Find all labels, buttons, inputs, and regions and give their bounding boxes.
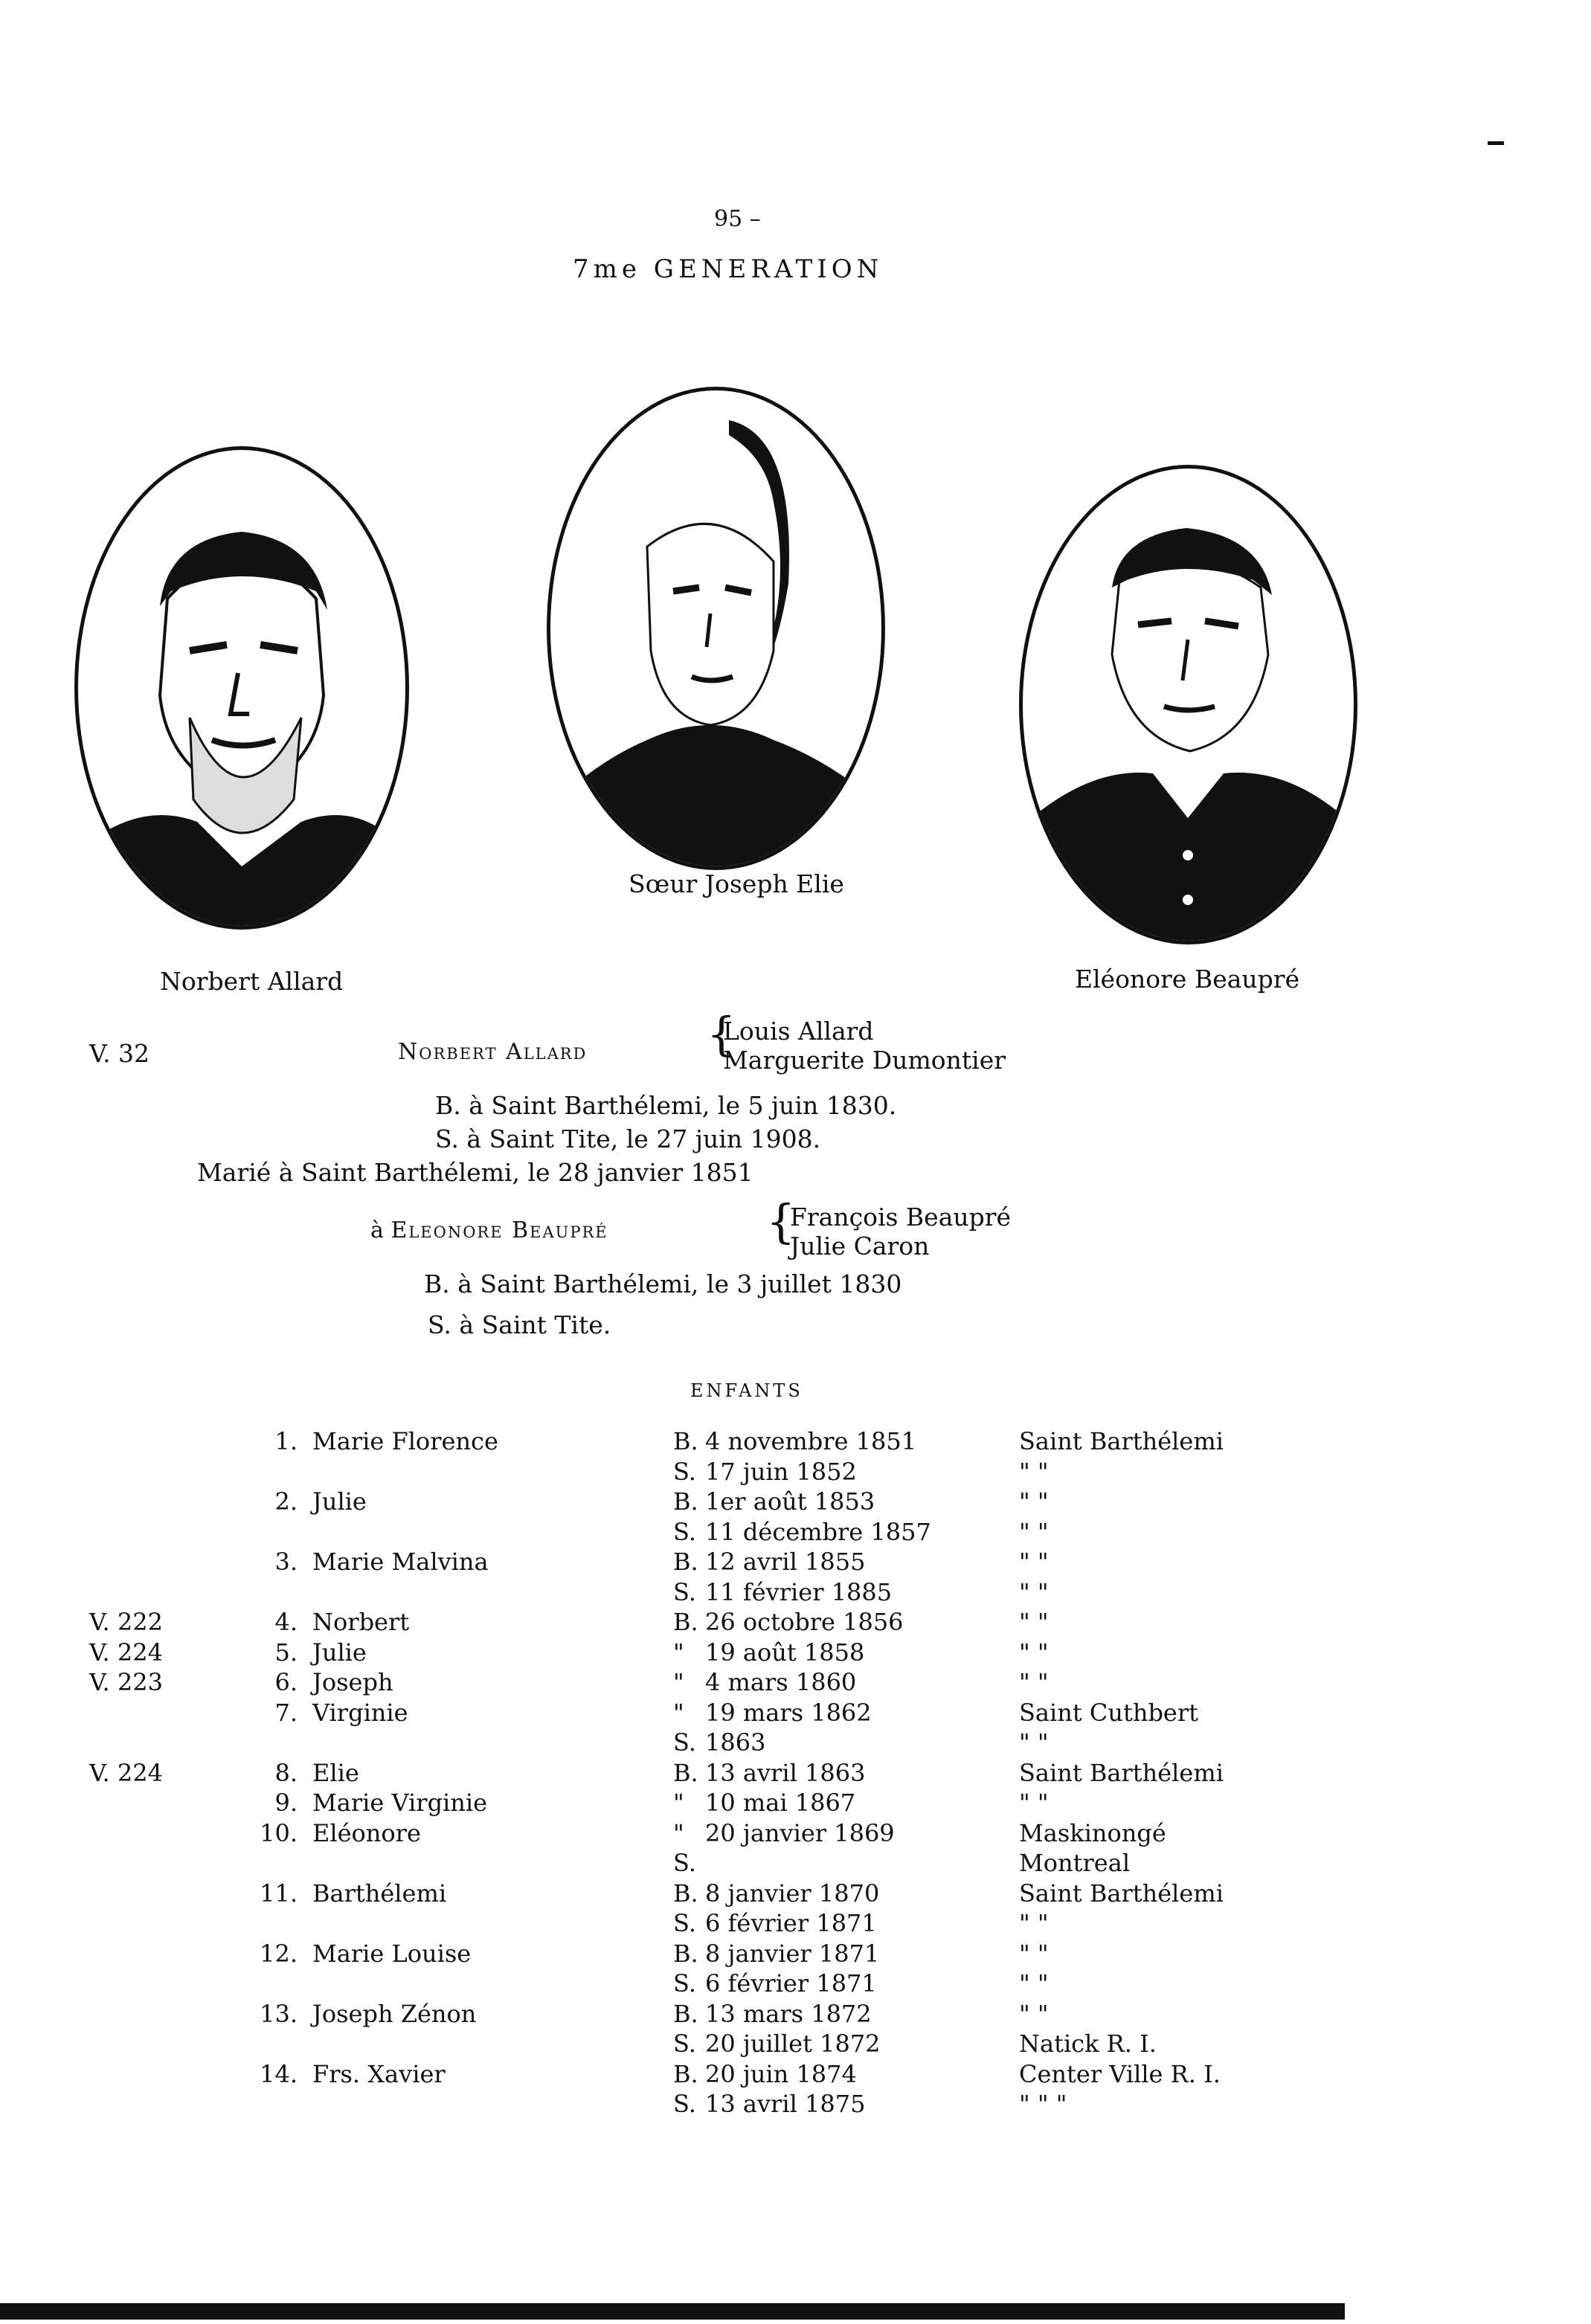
record-place: " " (1019, 1668, 1049, 1696)
scan-mark (1488, 141, 1504, 145)
record-code: " (673, 1699, 684, 1727)
child-number: 7. (274, 1699, 298, 1727)
record-place: " " (1019, 2000, 1049, 2028)
record-date: 10 mai 1867 (705, 1789, 856, 1817)
record-date: 20 janvier 1869 (705, 1819, 895, 1847)
wife-birth: B. à Saint Barthélemi, le 3 juillet 1830 (424, 1269, 902, 1298)
record-code: B. (673, 1608, 698, 1636)
husband-burial: S. à Saint Tite, le 27 juin 1908. (435, 1124, 821, 1153)
record-place: Saint Cuthbert (1019, 1699, 1199, 1727)
record-date: 1er août 1853 (705, 1487, 875, 1516)
record-code: S. (673, 1578, 696, 1606)
record-place: " " (1019, 1487, 1049, 1516)
record-code: B. (673, 1548, 698, 1576)
portrait-soeur-joseph-elie (547, 387, 885, 870)
page-number: 95 – (714, 206, 761, 232)
child-number: 14. (260, 2060, 298, 2088)
child-name: Marie Virginie (312, 1789, 488, 1817)
wife-burial: S. à Saint Tite. (428, 1310, 611, 1339)
portrait-norbert-allard (74, 446, 409, 930)
record-code: " (673, 1819, 684, 1847)
child-number: 2. (274, 1487, 298, 1516)
wife-parents (766, 1203, 1012, 1261)
record-date: 17 juin 1852 (705, 1458, 857, 1486)
generation-title: 7me GENERATION (573, 254, 884, 284)
record-place: " " (1019, 1969, 1049, 1998)
record-date: 13 mars 1872 (705, 2000, 872, 2028)
record-code: " (673, 1668, 684, 1696)
husband-parents-brace: { (707, 1007, 736, 1061)
child-name: Marie Louise (312, 1940, 472, 1968)
record-code: " (673, 1638, 684, 1667)
record-code: B. (673, 2060, 698, 2088)
child-name: Virginie (312, 1699, 408, 1727)
record-code: S. (673, 1909, 696, 1937)
husband-birth: B. à Saint Barthélemi, le 5 juin 1830. (435, 1091, 897, 1120)
record-place: Montreal (1019, 1849, 1131, 1877)
record-code: B. (673, 1879, 698, 1908)
husband-name: Norbert Allard (398, 1039, 588, 1065)
record-date: 8 janvier 1870 (705, 1879, 880, 1908)
child-number: 13. (260, 2000, 298, 2028)
record-date: 20 juillet 1872 (705, 2030, 881, 2058)
record-code: B. (673, 1427, 698, 1455)
record-date: 1863 (705, 1728, 766, 1757)
child-reference: V. 223 (89, 1668, 163, 1696)
portrait-nun-image (550, 390, 881, 866)
record-place: " " (1019, 1548, 1049, 1576)
record-code: B. (673, 2000, 698, 2028)
child-name: Barthélemi (312, 1879, 447, 1908)
record-date: 12 avril 1855 (705, 1548, 866, 1576)
record-place: " " " (1019, 2090, 1067, 2118)
record-code: S. (673, 2030, 696, 2058)
record-place: Saint Barthélemi (1019, 1879, 1224, 1908)
record-place: Natick R. I. (1019, 2030, 1157, 2058)
record-date: 19 mars 1862 (705, 1699, 872, 1727)
record-place: " " (1019, 1940, 1049, 1968)
husband-parents (699, 1017, 1006, 1075)
portrait-woman-image (1023, 469, 1354, 941)
record-code: B. (673, 1940, 698, 1968)
child-number: 10. (260, 1819, 298, 1847)
record-place: " " (1019, 1728, 1049, 1757)
record-code: B. (673, 1759, 698, 1787)
record-place: " " (1019, 1518, 1049, 1546)
record-place: Saint Barthélemi (1019, 1759, 1224, 1787)
husband-mother: Marguerite Dumontier (723, 1046, 1006, 1075)
record-place: " " (1019, 1458, 1049, 1486)
child-name: Marie Florence (312, 1427, 498, 1455)
record-code: B. (673, 1487, 698, 1516)
child-reference: V. 224 (89, 1638, 163, 1667)
children-heading: ENFANTS (690, 1380, 803, 1401)
record-code: " (673, 1789, 684, 1817)
child-number: 5. (274, 1638, 298, 1667)
child-name: Eléonore (312, 1819, 421, 1847)
child-number: 1. (274, 1427, 298, 1455)
record-code: S. (673, 1458, 696, 1486)
record-date: 11 février 1885 (705, 1578, 893, 1606)
child-number: 11. (260, 1879, 298, 1908)
record-place: " " (1019, 1608, 1049, 1636)
record-date: 4 mars 1860 (705, 1668, 857, 1696)
child-number: 6. (274, 1668, 298, 1696)
record-place: " " (1019, 1789, 1049, 1817)
record-date: 26 octobre 1856 (705, 1608, 904, 1636)
wife-heading (370, 1217, 608, 1243)
record-date: 13 avril 1875 (705, 2090, 866, 2118)
child-number: 9. (274, 1789, 298, 1817)
record-code: S. (673, 1969, 696, 1998)
record-date: 6 février 1871 (705, 1909, 877, 1937)
portrait-man-image (78, 450, 405, 926)
child-name: Marie Malvina (312, 1548, 489, 1576)
record-place: Maskinongé (1019, 1819, 1166, 1847)
child-number: 12. (260, 1940, 298, 1968)
record-code: S. (673, 2090, 696, 2118)
child-name: Elie (312, 1759, 359, 1787)
record-place: " " (1019, 1578, 1049, 1606)
child-name: Julie (312, 1487, 367, 1516)
child-name: Julie (312, 1638, 367, 1667)
child-reference: V. 224 (89, 1759, 163, 1787)
bottom-rule (0, 2303, 1345, 2320)
husband-father: Louis Allard (723, 1017, 874, 1046)
child-number: 4. (274, 1608, 298, 1636)
child-reference: V. 222 (89, 1608, 163, 1636)
portrait-eleonore-beaupre (1019, 465, 1357, 944)
child-name: Frs. Xavier (312, 2060, 446, 2088)
record-place: " " (1019, 1638, 1049, 1667)
caption-soeur-joseph-elie: Sœur Joseph Elie (629, 869, 844, 898)
caption-norbert-allard: Norbert Allard (160, 967, 344, 996)
child-number: 3. (274, 1548, 298, 1576)
wife-mother: Julie Caron (790, 1232, 930, 1261)
record-date: 11 décembre 1857 (705, 1518, 931, 1546)
record-date: 6 février 1871 (705, 1969, 877, 1998)
record-code: S. (673, 1518, 696, 1546)
caption-eleonore-beaupre: Eléonore Beaupré (1075, 965, 1300, 994)
record-place: Saint Barthélemi (1019, 1427, 1224, 1455)
marriage: Marié à Saint Barthélemi, le 28 janvier 1851 (197, 1158, 753, 1187)
record-code: S. (673, 1849, 696, 1877)
record-code: S. (673, 1728, 696, 1757)
wife-father: François Beaupré (790, 1203, 1012, 1232)
wife-name: Eleonore Beaupré (390, 1217, 608, 1243)
record-date: 19 août 1858 (705, 1638, 865, 1667)
record-place: Center Ville R. I. (1019, 2060, 1221, 2088)
record-date: 8 janvier 1871 (705, 1940, 880, 1968)
record-date: 20 juin 1874 (705, 2060, 857, 2088)
record-place: " " (1019, 1909, 1049, 1937)
child-name: Joseph Zénon (312, 2000, 477, 2028)
record-reference: V. 32 (89, 1039, 150, 1068)
child-name: Joseph (312, 1668, 393, 1696)
record-date: 13 avril 1863 (705, 1759, 866, 1787)
wife-parents-brace: { (766, 1194, 796, 1249)
wife-prefix: à (370, 1217, 384, 1243)
record-date: 4 novembre 1851 (705, 1427, 917, 1455)
child-number: 8. (274, 1759, 298, 1787)
child-name: Norbert (312, 1608, 410, 1636)
